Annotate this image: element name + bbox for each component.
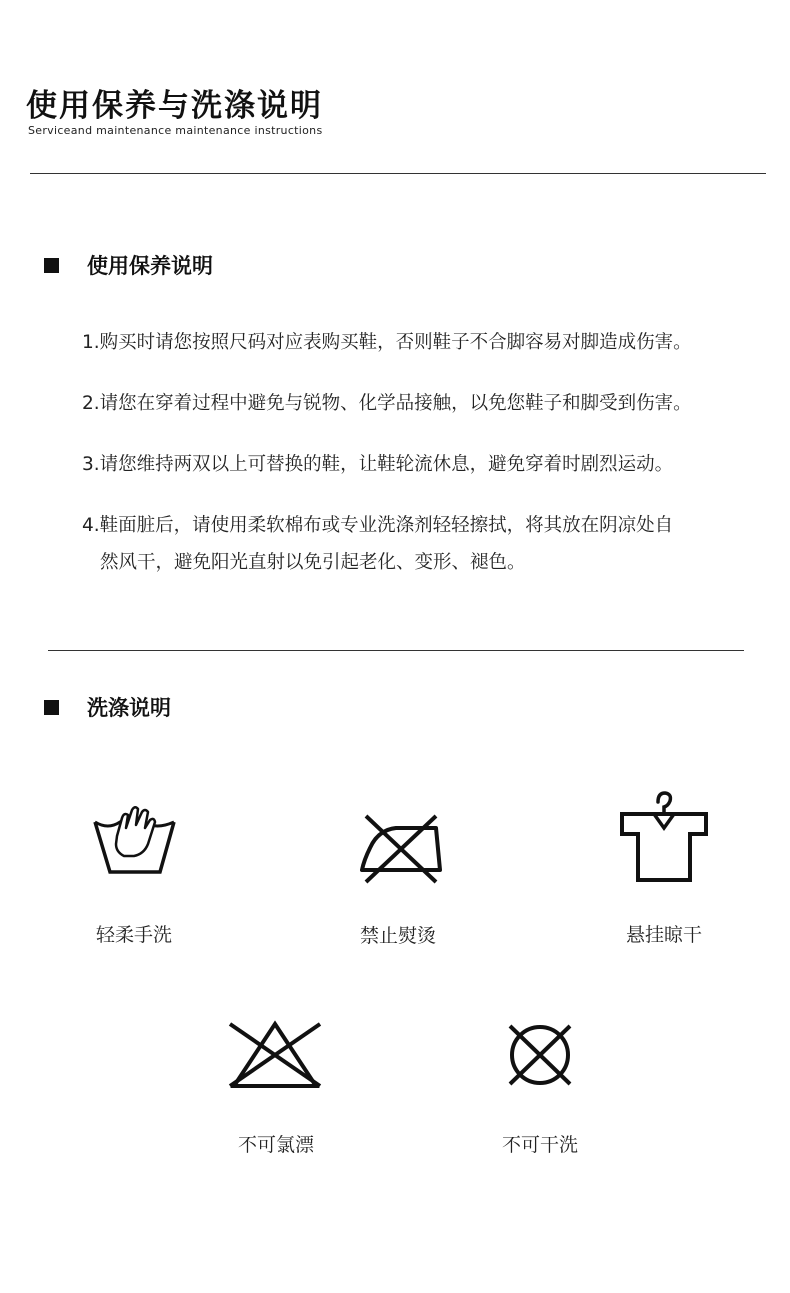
page-title: 使用保养与洗涤说明 [26,88,323,124]
usage-section-heading [44,250,213,280]
no-bleach-label: 不可氯漂 [237,1134,314,1156]
usage-item-4-line-1: 4.鞋面脏后，请使用柔软棉布或专业洗涤剂轻轻擦拭，将其放在阴凉处自 [82,515,674,536]
bullet-square-icon [44,258,59,273]
hand-wash-label: 轻柔手洗 [95,924,172,946]
no-bleach-icon [226,1018,324,1096]
no-dry-clean-label: 不可干洗 [501,1134,578,1156]
usage-heading-text: 使用保养说明 [87,254,213,278]
usage-item-3: 3.请您维持两双以上可替换的鞋，让鞋轮流休息，避免穿着时剧烈运动。 [82,454,674,475]
no-iron-label: 禁止熨烫 [359,925,436,947]
usage-item-2: 2.请您在穿着过程中避免与锐物、化学品接触，以免您鞋子和脚受到伤害。 [82,393,692,414]
hand-wash-icon [90,800,180,884]
wash-heading-text: 洗涤说明 [87,696,171,720]
header-divider [30,173,766,174]
hang-dry-icon [618,790,710,888]
hang-dry-label: 悬挂晾干 [625,924,702,946]
section-divider [48,650,744,651]
usage-item-1: 1.购买时请您按照尺码对应表购买鞋，否则鞋子不合脚容易对脚造成伤害。 [82,332,692,353]
page-subtitle: Serviceand maintenance maintenance instructions [28,124,323,137]
no-iron-icon [356,812,446,890]
wash-section-heading [44,692,171,722]
no-dry-clean-icon [504,1022,576,1092]
bullet-square-icon [44,700,59,715]
usage-item-4-line-2: 然风干，避免阳光直射以免引起老化、变形、褪色。 [100,552,526,573]
usage-item-4 [82,507,673,581]
